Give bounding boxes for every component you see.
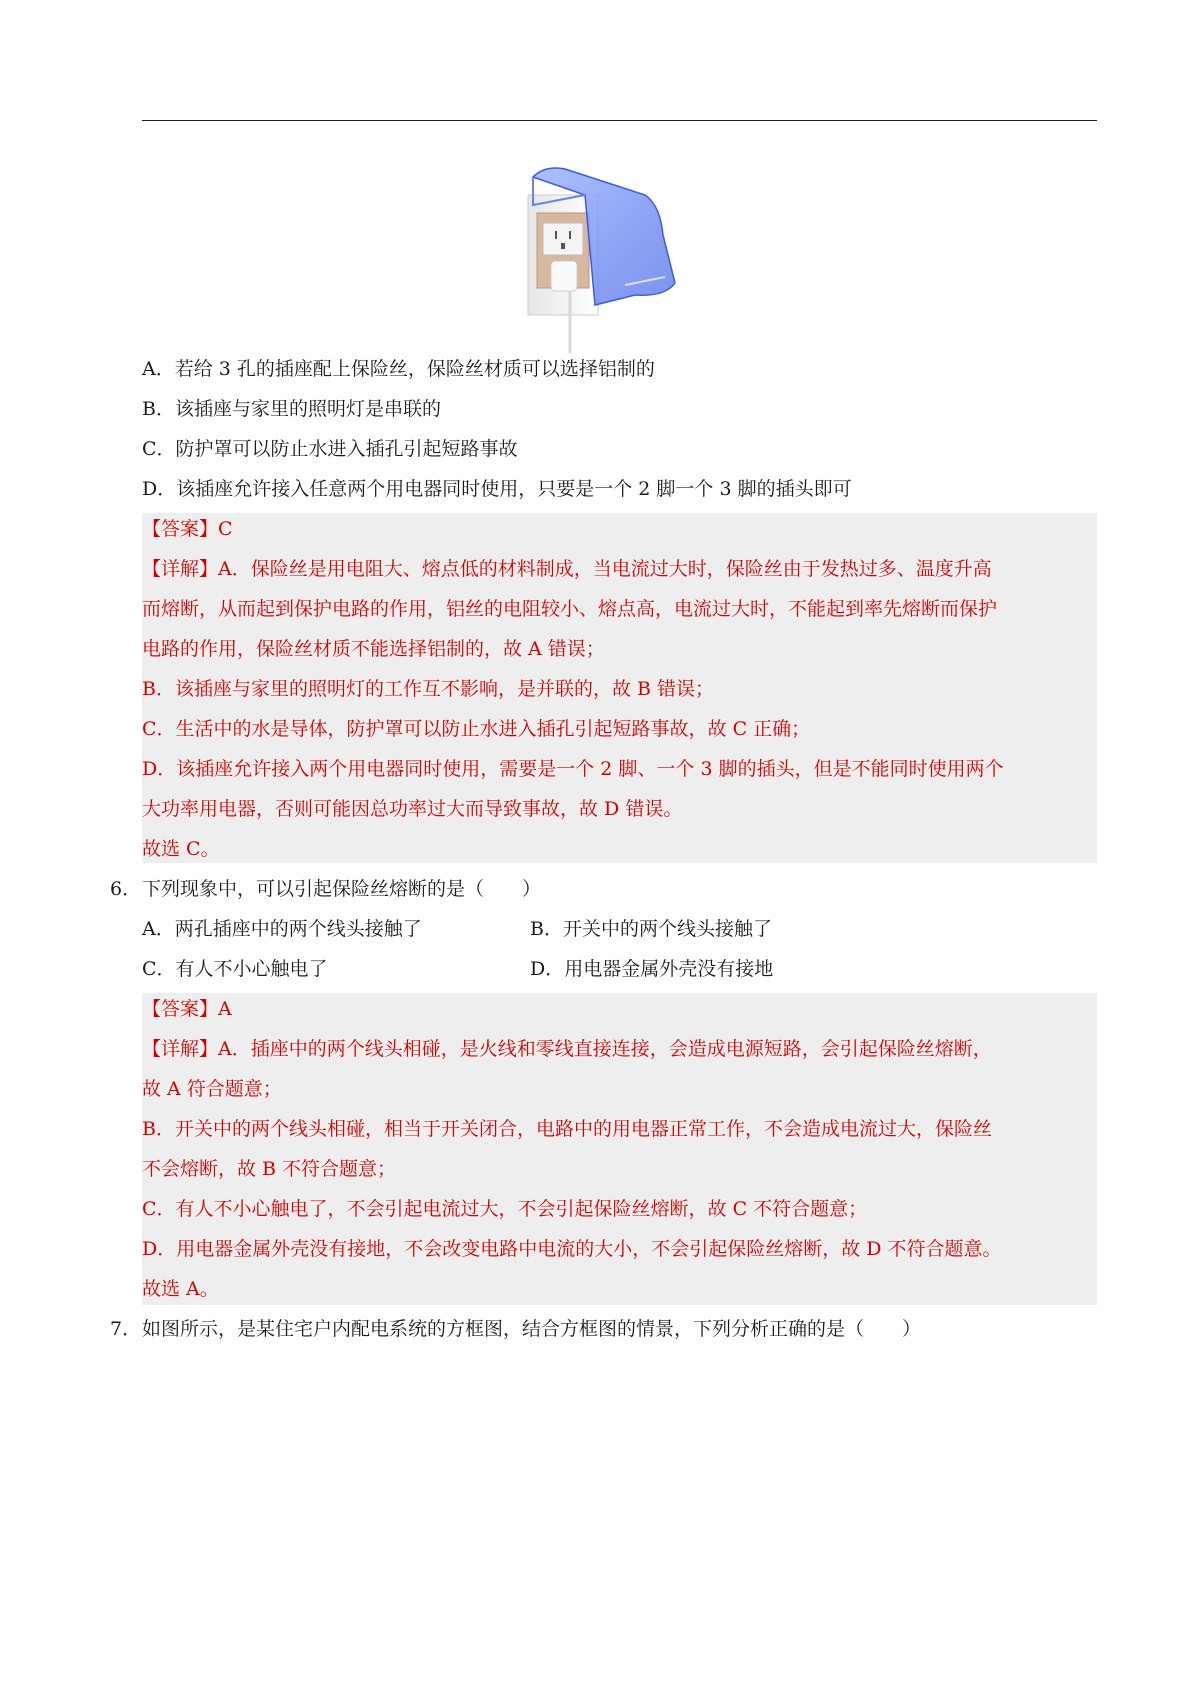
q6-number: 6．	[110, 878, 142, 900]
detail-tag: 【详解】	[142, 558, 219, 580]
q5-detail-line-4: B．该插座与家里的照明灯的工作互不影响，是并联的，故 B 错误；	[142, 678, 715, 700]
q7-stem: 如图所示，是某住宅户内配电系统的方框图，结合方框图的情景，下列分析正确的是（ ）	[142, 1318, 922, 1340]
q6-option-c: C．有人不小心触电了	[142, 958, 328, 980]
q5-detail-line-2: 而熔断，从而起到保护电路的作用，铝丝的电阻较小、熔点高，电流过大时，不能起到率先熔断而保护	[142, 598, 998, 620]
q5-detail-line-7: 大功率用电器，否则可能因总功率过大而导致事故，故 D 错误。	[142, 798, 683, 820]
answer-tag: 【答案】	[142, 518, 219, 540]
q5-detail-line-1	[142, 557, 1092, 581]
q6-option-a: A．两孔插座中的两个线头接触了	[142, 918, 422, 940]
q5-detail-line-5: C．生活中的水是导体，防护罩可以防止水进入插孔引起短路事故，故 C 正确；	[142, 718, 811, 740]
q7-number: 7．	[110, 1318, 142, 1340]
q6-detail-line-4: 不会熔断，故 B 不符合题意；	[142, 1158, 397, 1180]
q5-detail-line-3: 电路的作用，保险丝材质不能选择铝制的，故 A 错误；	[142, 638, 605, 660]
q6-option-d: D．用电器金属外壳没有接地	[530, 958, 774, 980]
q6-detail-line-1	[142, 1037, 1092, 1061]
detail-tag: 【详解】	[142, 1038, 219, 1060]
q5-answer-line	[142, 517, 233, 541]
q6-detail-line-6: D．用电器金属外壳没有接地，不会改变电路中电流的大小，不会引起保险丝熔断，故 D 不符合题意。	[142, 1238, 1002, 1260]
q6-detail-line-5: C．有人不小心触电了，不会引起电流过大，不会引起保险丝熔断，故 C 不符合题意；	[142, 1198, 868, 1220]
q5-option-d: D．该插座允许接入任意两个用电器同时使用，只要是一个 2 脚一个 3 脚的插头即可	[142, 478, 852, 500]
q6-detail-line-2: 故 A 符合题意；	[142, 1078, 282, 1100]
q5-answer: C	[218, 518, 233, 540]
q5-option-a: A．若给 3 孔的插座配上保险丝，保险丝材质可以选择铝制的	[142, 358, 655, 380]
q6-answer-line	[142, 997, 232, 1021]
q5-option-c: C．防护罩可以防止水进入插孔引起短路事故	[142, 438, 518, 460]
q6-detail-text: A．插座中的两个线头相碰，是火线和零线直接连接，会造成电源短路，会引起保险丝熔断，	[218, 1038, 992, 1060]
q6-option-b: B．开关中的两个线头接触了	[530, 918, 772, 940]
q5-option-b: B．该插座与家里的照明灯是串联的	[142, 398, 441, 420]
q6-conclusion: 故选 A。	[142, 1278, 219, 1300]
header-rule	[142, 120, 1097, 121]
q5-detail-text: A．保险丝是用电阻大、熔点低的材料制成，当电流过大时，保险丝由于发热过多、温度升高	[218, 558, 992, 580]
waterproof-socket-image	[525, 165, 680, 355]
q6-stem: 下列现象中，可以引起保险丝熔断的是（ ）	[142, 878, 542, 900]
q6-detail-line-3: B．开关中的两个线头相碰，相当于开关闭合，电路中的用电器正常工作，不会造成电流过大，保险丝	[142, 1118, 992, 1140]
q5-conclusion: 故选 C。	[142, 838, 220, 860]
answer-tag: 【答案】	[142, 998, 219, 1020]
q5-detail-line-6: D．该插座允许接入两个用电器同时使用，需要是一个 2 脚、一个 3 脚的插头，但是不能同时使用两个	[142, 758, 1004, 780]
q6-answer: A	[218, 998, 232, 1020]
